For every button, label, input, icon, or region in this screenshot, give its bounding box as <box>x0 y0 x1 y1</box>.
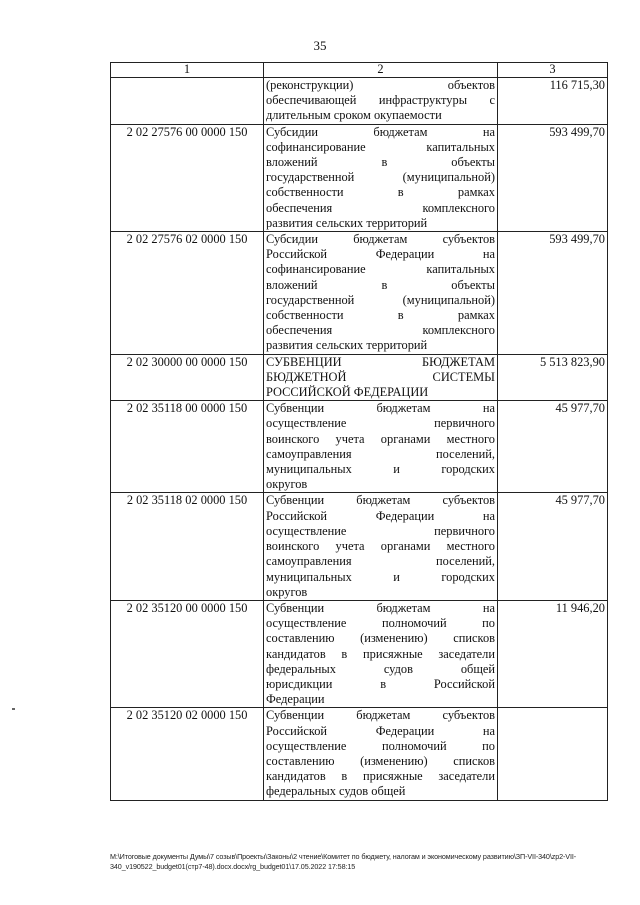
description-cell <box>264 708 498 800</box>
description-line: обеспечения комплексного <box>266 200 495 215</box>
description-cell <box>264 493 498 600</box>
description-line: округов <box>266 477 308 492</box>
description-line: воинского учета органами местного <box>266 431 495 446</box>
description-line: вложений в объекты <box>266 277 495 292</box>
description-line: Субсидии бюджетам на <box>266 124 495 139</box>
description-line: БЮДЖЕТНОЙ СИСТЕМЫ <box>266 369 495 384</box>
description-cell <box>264 78 498 125</box>
description-line: кандидатов в присяжные заседатели <box>266 646 495 661</box>
budget-code-cell: 2 02 35118 02 0000 150 <box>111 493 264 600</box>
description-line: РОССИЙСКОЙ ФЕДЕРАЦИИ <box>266 385 429 400</box>
amount-cell: 5 513 823,90 <box>498 354 608 401</box>
description-line: юрисдикции в Российской <box>266 676 495 691</box>
description-line: федеральных судов общей <box>266 661 495 676</box>
table-body <box>111 78 608 801</box>
description-line: государственной (муниципальной) <box>266 292 495 307</box>
table-row <box>111 354 608 401</box>
description-line: муниципальных и городских <box>266 462 495 477</box>
description-line: осуществление первичного <box>266 523 495 538</box>
description-cell <box>264 232 498 355</box>
description-line: Федерации <box>266 692 325 707</box>
description-line: осуществление полномочий по <box>266 616 495 631</box>
description-line: кандидатов в присяжные заседатели <box>266 769 495 784</box>
description-line: Российской Федерации на <box>266 247 495 262</box>
budget-code-cell: 2 02 30000 00 0000 150 <box>111 354 264 401</box>
description-line: собственности в рамках <box>266 308 495 323</box>
table-row <box>111 708 608 800</box>
description-line: осуществление полномочий по <box>266 738 495 753</box>
description-line: составлению (изменению) списков <box>266 753 495 768</box>
table-header-row <box>111 63 608 78</box>
description-line: осуществление первичного <box>266 416 495 431</box>
description-line: обеспечивающей инфраструктуры с <box>266 93 495 108</box>
column-header: 1 <box>111 63 264 78</box>
description-line: составлению (изменению) списков <box>266 631 495 646</box>
amount-cell: 45 977,70 <box>498 401 608 493</box>
column-header: 3 <box>498 63 608 78</box>
description-line: вложений в объекты <box>266 155 495 170</box>
amount-cell: 116 715,30 <box>498 78 608 125</box>
description-line: Субвенции бюджетам на <box>266 401 495 416</box>
budget-code-cell <box>111 78 264 125</box>
description-line: Российской Федерации на <box>266 508 495 523</box>
description-line: муниципальных и городских <box>266 569 495 584</box>
description-line: федеральных судов общей <box>266 784 406 799</box>
description-cell <box>264 124 498 231</box>
table-row <box>111 401 608 493</box>
description-line: софинансирование капитальных <box>266 262 495 277</box>
table-row <box>111 493 608 600</box>
description-line: самоуправления поселений, <box>266 554 495 569</box>
margin-mark <box>12 708 15 710</box>
table-row <box>111 232 608 355</box>
description-line: Субвенции бюджетам субъектов <box>266 493 495 508</box>
description-cell <box>264 401 498 493</box>
budget-code-cell: 2 02 27576 00 0000 150 <box>111 124 264 231</box>
footer-line: 340_v190522_budget01(стр7-48).docx.docx/rg_budget01\17.05.2022 17:58:15 <box>110 862 356 871</box>
table-row <box>111 124 608 231</box>
budget-table <box>110 62 608 801</box>
description-line: самоуправления поселений, <box>266 446 495 461</box>
amount-cell: 11 946,20 <box>498 600 608 707</box>
description-cell <box>264 600 498 707</box>
description-line: (реконструкции) объектов <box>266 78 495 92</box>
description-line: СУБВЕНЦИИ БЮДЖЕТАМ <box>266 354 495 369</box>
description-line: софинансирование капитальных <box>266 139 495 154</box>
description-line: округов <box>266 584 308 599</box>
amount-cell <box>498 708 608 800</box>
description-line: Субвенции бюджетам субъектов <box>266 708 495 723</box>
amount-cell: 593 499,70 <box>498 232 608 355</box>
description-line: обеспечения комплексного <box>266 323 495 338</box>
description-cell <box>264 354 498 401</box>
description-line: Субвенции бюджетам на <box>266 600 495 615</box>
page-number: 35 <box>313 38 327 53</box>
budget-code-cell: 2 02 27576 02 0000 150 <box>111 232 264 355</box>
table-row <box>111 78 608 125</box>
table-row <box>111 600 608 707</box>
amount-cell: 593 499,70 <box>498 124 608 231</box>
description-line: длительным сроком окупаемости <box>266 108 442 123</box>
amount-cell: 45 977,70 <box>498 493 608 600</box>
column-header: 2 <box>264 63 498 78</box>
description-line: государственной (муниципальной) <box>266 170 495 185</box>
description-line: развития сельских территорий <box>266 215 428 230</box>
budget-code-cell: 2 02 35118 00 0000 150 <box>111 401 264 493</box>
footer-line: M:\Итоговые документы Думы\7 созыв\Проекты\Законы\2 чтение\Комитет по бюджету, налогам и экономическому развитию\ЗП-VII-340\zp2-VII- <box>110 852 577 861</box>
description-line: воинского учета органами местного <box>266 539 495 554</box>
budget-code-cell: 2 02 35120 00 0000 150 <box>111 600 264 707</box>
budget-code-cell: 2 02 35120 02 0000 150 <box>111 708 264 800</box>
file-path-footer <box>110 852 610 872</box>
description-line: Российской Федерации на <box>266 723 495 738</box>
description-line: собственности в рамках <box>266 185 495 200</box>
description-line: развития сельских территорий <box>266 338 428 353</box>
description-line: Субсидии бюджетам субъектов <box>266 232 495 247</box>
